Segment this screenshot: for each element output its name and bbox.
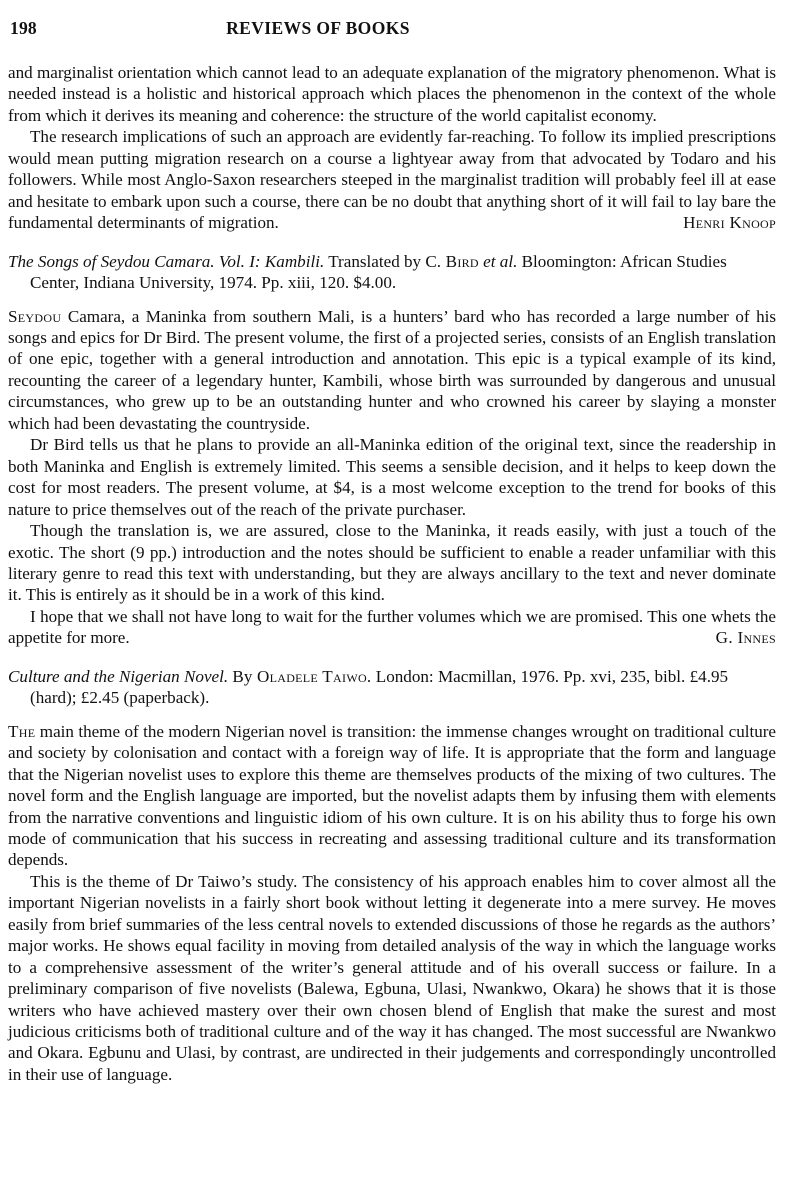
spacer <box>8 709 776 721</box>
running-head <box>8 18 776 48</box>
opening-small-caps: Seydou <box>8 306 62 326</box>
spacer <box>8 234 776 251</box>
reviewer-signature: G. Innes <box>715 628 776 648</box>
running-head-title: REVIEWS OF BOOKS <box>226 18 410 38</box>
paragraph-text: I hope that we shall not have long to wait for the further volumes which we are promised. This one whets the appetite for more. <box>8 606 776 648</box>
opening-small-caps: The <box>8 721 36 741</box>
reviewer-signature: Henri Knoop <box>683 213 776 233</box>
paragraph: Though the translation is, we are assured, close to the Maninka, it reads easily, with just a touch of the exotic. The short (9 pp.) introduction and the notes should be sufficient to enable a reader unfamiliar with this literary genre to read this text with understanding, but they are always ancillary to the text and never dominate it. This is entirely as it should be in a work of this kind. <box>8 521 776 605</box>
paragraph-text: Camara, a Maninka from southern Mali, is a hunters’ bard who has recorded a large number of his songs and epics for Dr Bird. The present volume, the first of a projected series, consists of an English translation of one epic, together with a general introduction and annotation. This epic is a typical example of its kind, recounting the career of a legendary hunter, Kambili, whose birth was surrounded by dangerous and unusual circumstances, who grew up to be an outstanding hunter and who crowned his career by slaying a monster which had been devastating the countryside. <box>8 306 776 433</box>
author-name: Oladele Taiwo. <box>252 666 372 686</box>
review-heading-songs-of-seydou-camara <box>8 251 776 294</box>
book-title: Culture and the Nigerian Novel. <box>8 666 229 686</box>
review-heading-culture-and-the-nigerian-novel <box>8 666 776 709</box>
paragraph-opening <box>8 721 776 871</box>
spacer <box>8 294 776 306</box>
et-al: et al. <box>478 251 518 271</box>
paragraph-text: The research implications of such an approach are evidently far-reaching. To follow its implied prescriptions would mean putting migration research on a course a lightyear away from that advocated by Todaro and his followers. While most Anglo-Saxon researchers steeped in the marginalist tradition will probably feel ill at ease and hesitate to embark upon such a course, there can be no doubt that anything short of it will fail to lay bare the fundamental determinants of migration. <box>8 127 776 233</box>
paragraph-continuation: and marginalist orientation which cannot lead to an adequate explanation of the migratory phenomenon. What is needed instead is a holistic and historical approach which places the phenomenon in the context of the whole from which it derives its meaning and coherence: the structure of the world capitalist economy. <box>8 63 776 125</box>
text-column <box>8 62 776 1085</box>
translator-name: Bird <box>441 251 479 271</box>
spacer <box>8 649 776 666</box>
page-number: 198 <box>10 18 37 38</box>
publication-imprint: Bloomington: African Studies Center, Indiana University, 1974. Pp. xiii, 120. $4.00. <box>30 251 727 293</box>
book-title: The Songs of Seydou Camara. Vol. I: Kambili. <box>8 251 325 271</box>
paragraph-opening <box>8 306 776 435</box>
paragraph: This is the theme of Dr Taiwo’s study. The consistency of his approach enables him to cover almost all the important Nigerian novelists in a fairly short book without letting it degenerate into a mere survey. He moves easily from brief summaries of the less central novels to extended discussions of those he regards as the authors’ major works. He shows equal facility in moving from detailed analysis of the way in which the language works to a comprehensive assessment of the writer’s general attitude and of his overall success or failure. In a preliminary comparison of five novelists (Balewa, Egbuna, Ulasi, Nwankwo, Okara) he shows that it is those writers who have achieved mastery over their own chosen blend of English that make the surest and most judicious criticisms both of traditional culture and of the way it has changed. The most successful are Nwankwo and Okara. Egbunu and Ulasi, by contrast, are undirected in their judgements and correspondingly uncontrolled in their use of language. <box>8 871 776 1084</box>
paragraph <box>8 126 776 233</box>
paragraph: Dr Bird tells us that he plans to provide an all-Maninka edition of the original text, since the readership in both Maninka and English is extremely limited. This seems a sensible decision, and it helps to keep down the cost for most readers. The present volume, at $4, is a most welcome exception to the trend for books of this nature to price themselves out of the reach of the private purchaser. <box>8 435 776 519</box>
heading-by-word: By <box>228 666 253 686</box>
paragraph-text: main theme of the modern Nigerian novel is transition: the immense changes wrought on traditional culture and society by colonisation and contact with a foreign way of life. It is appropriate that the form and language that the Nigerian novelist uses to explore this theme are themselves products of the mixing of two cultures. The novel form and the English language are imported, but the novelist adapts them by infusing them with elements from the narrative conventions and linguistic idiom of his own culture. It is on his ability thus to forge his own mode of communication that his success in recreating and assessing traditional culture and its transformation depends. <box>8 721 776 870</box>
heading-translated-by: Translated by C. <box>324 251 442 271</box>
publication-imprint: London: Macmillan, 1976. Pp. xvi, 235, bibl. £4.95 (hard); £2.45 (paperback). <box>30 666 729 708</box>
paragraph <box>8 606 776 649</box>
